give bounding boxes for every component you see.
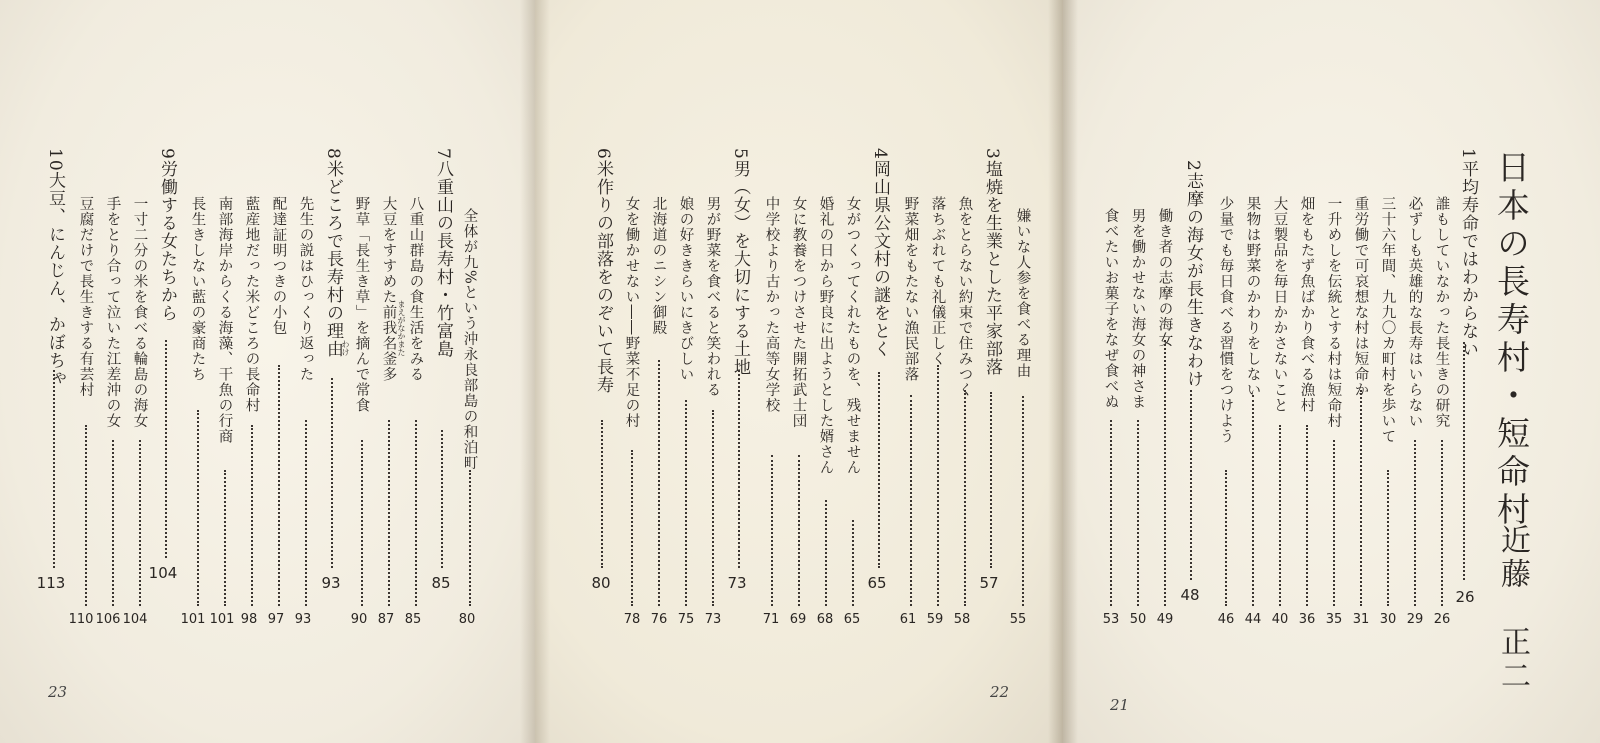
toc-entry[interactable]	[1407, 196, 1422, 429]
toc-leader	[411, 420, 417, 606]
page-number: 22	[990, 683, 1010, 701]
toc-page: 80	[458, 612, 476, 627]
toc-leader	[734, 370, 740, 568]
toc-page: 49	[1156, 612, 1174, 627]
toc-entry[interactable]	[1157, 208, 1172, 348]
toc-entry[interactable]	[791, 196, 806, 429]
toc-page: 106	[95, 612, 121, 627]
toc-leader	[960, 390, 966, 606]
toc-title: 嫌いな人参を食べる理由	[1014, 208, 1031, 379]
toc-page: 85	[404, 612, 422, 627]
toc-leader	[1329, 440, 1335, 606]
toc-page: 73	[727, 574, 747, 592]
toc-title: 畑をもたず魚ばかり食べる漁村	[1298, 196, 1315, 413]
toc-leader	[81, 425, 87, 606]
furigana: わけ	[341, 340, 350, 356]
toc-leader	[1133, 420, 1139, 606]
toc-page: 85	[431, 574, 451, 592]
toc-leader	[906, 395, 912, 606]
book-title: 日本の長寿村・短命村	[1492, 150, 1531, 530]
toc-title: 三十六年間、九九〇カ町村を歩いて	[1379, 196, 1396, 444]
toc-title: 女に教養をつけさせた開拓武士団	[790, 196, 807, 429]
toc-page: 110	[68, 612, 94, 627]
toc-title: 働き者の志摩の海女	[1156, 208, 1173, 348]
toc-page: 55	[1009, 612, 1027, 627]
toc-title: 落ちぶれても礼儀正しく	[929, 196, 946, 367]
toc-page: 44	[1244, 612, 1262, 627]
toc-chapter-4[interactable]	[871, 148, 888, 358]
toc-entry[interactable]	[462, 208, 477, 471]
toc-leader	[1106, 420, 1112, 606]
toc-leader	[384, 420, 390, 606]
toc-leader	[933, 365, 939, 606]
toc-leader	[1186, 390, 1192, 580]
toc-page: 90	[350, 612, 368, 627]
toc-title: 豆腐だけで長生きする有芸村	[77, 196, 94, 398]
toc-entry[interactable]	[1015, 208, 1030, 379]
toc-entry[interactable]	[381, 196, 396, 382]
toc-title: 8米どころで長寿村の理由	[323, 148, 343, 358]
toc-leader	[767, 455, 773, 606]
toc-page: 58	[953, 612, 971, 627]
toc-leader	[274, 365, 280, 606]
toc-page: 26	[1455, 588, 1475, 606]
toc-chapter-9[interactable]	[158, 148, 175, 322]
toc-entry[interactable]	[1353, 196, 1368, 398]
toc-title: 重労働で可哀想な村は短命か	[1352, 196, 1369, 398]
toc-leader	[794, 455, 800, 606]
toc-leader	[708, 410, 714, 606]
toc-leader	[49, 370, 55, 568]
toc-chapter-2[interactable]	[1184, 160, 1201, 388]
toc-entry[interactable]	[408, 196, 423, 382]
toc-leader	[1248, 395, 1254, 606]
toc-page: 75	[677, 612, 695, 627]
book-gutter	[520, 0, 550, 743]
toc-chapter-7[interactable]	[434, 148, 451, 358]
toc-entry[interactable]	[78, 196, 93, 398]
toc-title: 少量でも毎日食べる習慣をつけよう	[1217, 196, 1234, 444]
toc-entry[interactable]	[705, 196, 720, 398]
toc-page: 87	[377, 612, 395, 627]
toc-title: 全体が九%という沖永良部島の和泊町	[461, 208, 478, 471]
toc-page: 53	[1102, 612, 1120, 627]
toc-entry[interactable]	[1245, 196, 1260, 398]
toc-entry[interactable]	[1434, 196, 1449, 429]
toc-chapter-5[interactable]	[731, 148, 748, 376]
toc-leader	[1302, 425, 1308, 606]
toc-title: 一寸二分の米を食べる輪島の海女	[131, 196, 148, 429]
toc-page: 98	[240, 612, 258, 627]
toc-leader	[108, 440, 114, 606]
toc-leader	[597, 420, 603, 568]
toc-page: 101	[209, 612, 235, 627]
toc-leader	[1410, 440, 1416, 606]
toc-chapter-1[interactable]	[1459, 148, 1476, 358]
toc-page: 50	[1129, 612, 1147, 627]
toc-entry[interactable]	[190, 196, 205, 382]
toc-leader	[465, 470, 471, 606]
toc-chapter-6[interactable]	[594, 148, 611, 394]
toc-page: 61	[899, 612, 917, 627]
toc-leader	[247, 425, 253, 606]
toc-title: 南部海岸からくる海藻、干魚の行商	[216, 196, 233, 444]
toc-page: 69	[789, 612, 807, 627]
toc-entry[interactable]	[624, 196, 639, 429]
page-number: 21	[1110, 696, 1130, 714]
toc-leader	[193, 410, 199, 606]
toc-title: 7八重山の長寿村・竹富島	[433, 148, 453, 358]
page-number: 23	[48, 683, 68, 701]
toc-title: 大豆をすすめた前我名釜多	[380, 196, 397, 382]
toc-leader	[357, 440, 363, 606]
toc-title: 1平均寿命ではわからない	[1458, 148, 1478, 358]
toc-entry[interactable]	[298, 196, 313, 382]
toc-leader	[301, 420, 307, 606]
toc-leader	[327, 378, 333, 568]
toc-leader	[1383, 470, 1389, 606]
toc-leader	[437, 430, 443, 568]
toc-page: 48	[1180, 586, 1200, 604]
toc-title: 誰もしていなかった長生きの研究	[1433, 196, 1450, 429]
toc-title: 野菜畑をもたない漁民部落	[902, 196, 919, 382]
toc-page: 97	[267, 612, 285, 627]
toc-title: 5男（女）を大切にする土地	[730, 148, 750, 376]
toc-title: 長生きしない藍の豪商たち	[189, 196, 206, 382]
toc-entry[interactable]	[903, 196, 918, 382]
toc-leader	[1437, 440, 1443, 606]
toc-title: 藍産地だった米どころの長命村	[243, 196, 260, 413]
toc-title: 男が野菜を食べると笑われる	[704, 196, 721, 398]
toc-entry[interactable]	[217, 196, 232, 444]
toc-page: 101	[180, 612, 206, 627]
toc-entry[interactable]	[354, 196, 369, 413]
toc-page: 65	[843, 612, 861, 627]
toc-leader	[874, 372, 880, 568]
toc-leader	[161, 340, 167, 558]
toc-leader	[821, 500, 827, 606]
toc-entry[interactable]	[845, 196, 860, 475]
toc-entry[interactable]	[1103, 208, 1118, 410]
toc-title: 必ずしも英雄的な長寿はいらない	[1406, 196, 1423, 429]
furigana: まえがなかまた	[397, 300, 406, 356]
toc-title: 男を働かせない海女の神さま	[1129, 208, 1146, 410]
toc-title: 野草「長生き草」を摘んで常食	[353, 196, 370, 413]
toc-title: 北海道のニシン御殿	[650, 196, 667, 336]
toc-page: 80	[591, 574, 611, 592]
toc-leader	[654, 360, 660, 606]
toc-page: 68	[816, 612, 834, 627]
toc-leader	[848, 520, 854, 606]
toc-entry[interactable]	[1299, 196, 1314, 413]
toc-page: 57	[979, 574, 999, 592]
toc-page: 26	[1433, 612, 1451, 627]
toc-page: 46	[1217, 612, 1235, 627]
toc-entry[interactable]	[764, 196, 779, 413]
toc-page: 71	[762, 612, 780, 627]
toc-title: 先生の説はひっくり返った	[297, 196, 314, 382]
toc-page: 78	[623, 612, 641, 627]
toc-entry[interactable]	[1272, 196, 1287, 413]
toc-entry[interactable]	[678, 196, 693, 382]
toc-leader	[135, 440, 141, 606]
toc-entry[interactable]	[957, 196, 972, 398]
toc-leader	[627, 450, 633, 606]
book-author: 近藤 正二	[1495, 524, 1530, 694]
toc-title: 果物は野菜のかわりをしない	[1244, 196, 1261, 398]
toc-page: 40	[1271, 612, 1289, 627]
toc-page: 36	[1298, 612, 1316, 627]
toc-chapter-3[interactable]	[983, 148, 1000, 376]
toc-page: 30	[1379, 612, 1397, 627]
toc-title: 魚をとらない約束で住みつく	[956, 196, 973, 398]
toc-page: 104	[122, 612, 148, 627]
toc-entry[interactable]	[1130, 208, 1145, 410]
toc-title: 女がつくってくれたものを、残せません	[844, 196, 861, 475]
toc-page: 35	[1325, 612, 1343, 627]
toc-page: 59	[926, 612, 944, 627]
toc-entry[interactable]	[1326, 196, 1341, 429]
toc-title: 手をとり合って泣いた江差沖の女	[104, 196, 121, 429]
toc-entry[interactable]	[1380, 196, 1395, 444]
toc-title: 娘の好ききらいにきびしい	[677, 196, 694, 382]
toc-chapter-8[interactable]	[324, 148, 341, 358]
toc-page: 113	[36, 574, 66, 592]
toc-entry[interactable]	[105, 196, 120, 429]
toc-entry[interactable]	[1218, 196, 1233, 444]
toc-leader	[1160, 340, 1166, 606]
toc-page: 76	[650, 612, 668, 627]
toc-leader	[1356, 390, 1362, 606]
toc-title: 3塩焼を生業とした平家部落	[982, 148, 1002, 376]
toc-title: 4岡山県公文村の謎をとく	[870, 148, 890, 358]
toc-leader	[220, 470, 226, 606]
toc-page: 29	[1406, 612, 1424, 627]
toc-leader	[1221, 470, 1227, 606]
toc-title: 10大豆、にんじん、かぼちゃ	[45, 148, 65, 388]
toc-title: 大豆製品を毎日かかさないこと	[1271, 196, 1288, 413]
toc-entry[interactable]	[818, 196, 833, 475]
toc-title: 配達証明つきの小包	[270, 196, 287, 336]
toc-title: 6米作りの部落をのぞいて長寿	[593, 148, 613, 394]
toc-leader	[681, 400, 687, 606]
book-gutter	[1048, 0, 1078, 743]
toc-entry[interactable]	[271, 196, 286, 336]
toc-leader	[1018, 396, 1024, 606]
toc-leader	[986, 392, 992, 568]
toc-title: 女を働かせない――野菜不足の村	[623, 196, 640, 429]
toc-leader	[1275, 425, 1281, 606]
toc-chapter-10[interactable]	[46, 148, 63, 388]
toc-title: 中学校より古かった高等女学校	[763, 196, 780, 413]
toc-entry[interactable]	[132, 196, 147, 429]
toc-leader	[1459, 342, 1465, 580]
toc-title: 婚礼の日から野良に出ようとした婿さん	[817, 196, 834, 475]
toc-title: 一升めしを伝統とする村は短命村	[1325, 196, 1342, 429]
toc-page: 73	[704, 612, 722, 627]
toc-page: 104	[148, 564, 178, 582]
toc-title: 9労働する女たちから	[157, 148, 177, 322]
toc-page: 93	[321, 574, 341, 592]
toc-entry[interactable]	[930, 196, 945, 367]
toc-page: 65	[867, 574, 887, 592]
toc-page: 93	[294, 612, 312, 627]
toc-title: 2志摩の海女が長生きなわけ	[1183, 160, 1203, 388]
toc-page: 31	[1352, 612, 1370, 627]
toc-entry[interactable]	[651, 196, 666, 336]
toc-entry[interactable]	[244, 196, 259, 413]
toc-title: 食べたいお菓子をなぜ食べぬ	[1102, 208, 1119, 410]
toc-title: 八重山群島の食生活をみる	[407, 196, 424, 382]
